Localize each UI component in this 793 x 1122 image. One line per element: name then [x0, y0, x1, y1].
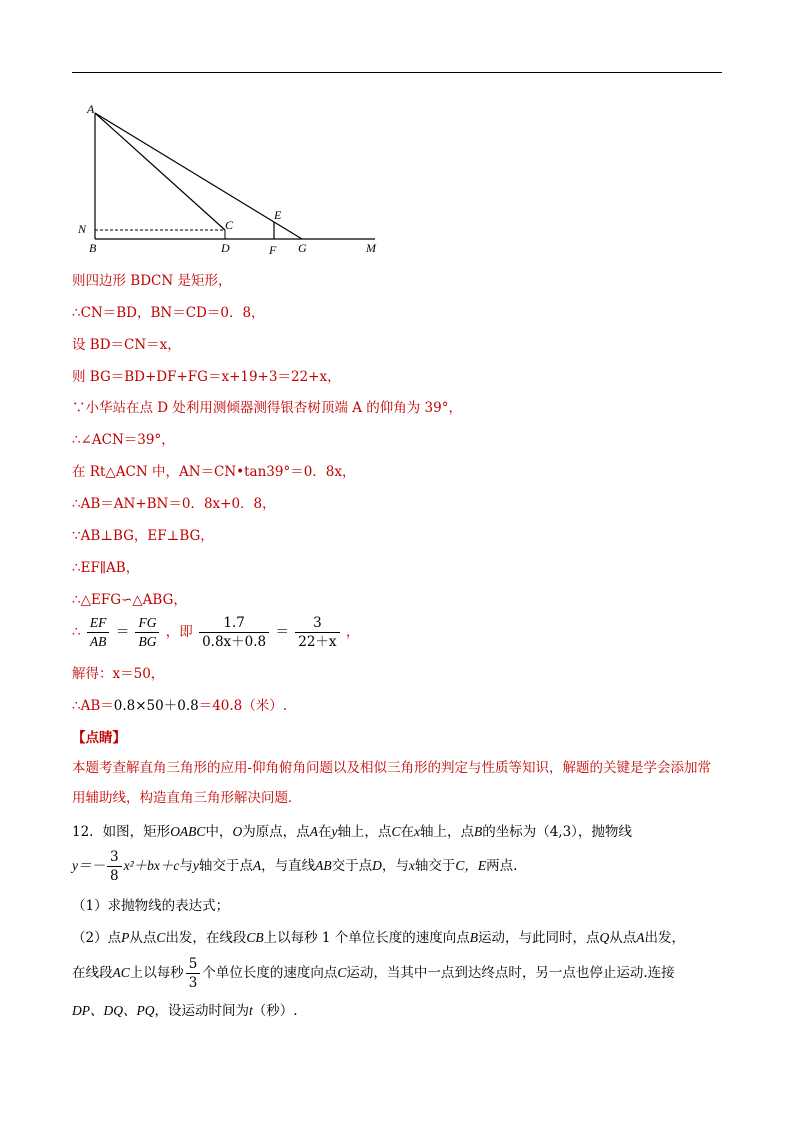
solution-line-4: 则 BG＝BD+DF+FG＝x+19+3＝22+x， [72, 369, 341, 385]
solution-line-14: ∴AB＝0.8×50＋0.8＝40.8（米）. [72, 698, 288, 714]
header-rule [72, 72, 722, 73]
problem12-line1: 12．如图，矩形OABC中，O为原点，点A在y轴上，点C在x轴上，点B的坐标为（4,3），抛物线 [72, 824, 632, 840]
solution-line-13: 解得：x＝50， [72, 666, 165, 682]
solution-line-6: ∴∠ACN＝39°， [72, 432, 175, 448]
solution-line-2: ∴CN＝BD，BN＝CD＝0．8， [72, 305, 265, 321]
solution-line-3: 设 BD＝CN＝x， [72, 337, 181, 353]
frac-1-7: $\frac{1.7}{0.8x+0.8}$ [199, 614, 269, 651]
label-E: E [274, 208, 282, 222]
solution-line-5: ∵小华站在点 D 处利用测倾器测得银杏树顶端 A 的仰角为 39°， [72, 400, 462, 416]
geometry-figure [70, 98, 390, 260]
solution-line-10: ∴EF∥AB， [72, 560, 140, 576]
problem12-part2-line3: DP、DQ、PQ，设运动时间为t（秒）. [72, 1003, 298, 1019]
frac-fg-bg: $\frac{FG}{BG}$ [135, 614, 159, 651]
frac-ef-ab: $\frac{EF}{AB}$ [87, 614, 110, 651]
label-M: M [366, 241, 376, 255]
dianjing-heading: 【点睛】 [72, 730, 126, 746]
speed-frac: $\frac{5}{3}$ [186, 955, 201, 992]
problem12-part2-line2: 在线段AC上以每秒 $\frac{5}{3}$ 个单位长度的速度向点C运动，当其中一点到达终点时，另一点也停止运动.连接 [72, 956, 675, 991]
dianjing-text: 本题考查解直角三角形的应用-仰角俯角问题以及相似三角形的判定与性质等知识，解题的关键是学会添加常用辅助线，构造直角三角形解决问题． [72, 760, 712, 806]
solution-proportion: ∴ $\frac{EF}{AB}$ ＝ $\frac{FG}{BG}$ ，即 $\frac{1.7}{0.8x+0.8}$ ＝ $\frac{3}{22+x}$ ， [72, 615, 360, 650]
label-C: C [225, 218, 234, 232]
label-D: D [221, 241, 230, 255]
problem12-part1: （1）求抛物线的表达式； [72, 898, 230, 914]
solution-line-1: 则四边形 BDCN 是矩形， [72, 273, 232, 289]
problem12-line2: y＝－ $\frac{3}{8}$ x²＋bx＋c与y轴交于点A，与直线AB交于点D，与x轴交于C，E两点. [72, 849, 518, 884]
label-N: N [78, 222, 87, 236]
eq-frac: $\frac{3}{8}$ [107, 848, 122, 885]
solution-line-9: ∵AB⊥BG，EF⊥BG， [72, 528, 214, 544]
frac-3: $\frac{3}{22+x}$ [295, 614, 339, 651]
label-B: B [89, 241, 97, 255]
label-G: G [298, 241, 307, 255]
label-A: A [87, 102, 95, 116]
prop-prefix: ∴ [72, 624, 81, 640]
solution-line-8: ∴AB＝AN+BN＝0．8x+0．8， [72, 496, 276, 512]
problem12-part2-line1: （2）点P从点C出发，在线段CB上以每秒 1 个单位长度的速度向点B运动，与此同时，点Q从点A出发， [72, 930, 686, 946]
label-F: F [269, 243, 277, 257]
solution-line-11: ∴△EFG∽△ABG， [72, 592, 187, 608]
solution-line-7: 在 Rt△ACN 中，AN＝CN•tan39°＝0．8x， [72, 464, 356, 480]
